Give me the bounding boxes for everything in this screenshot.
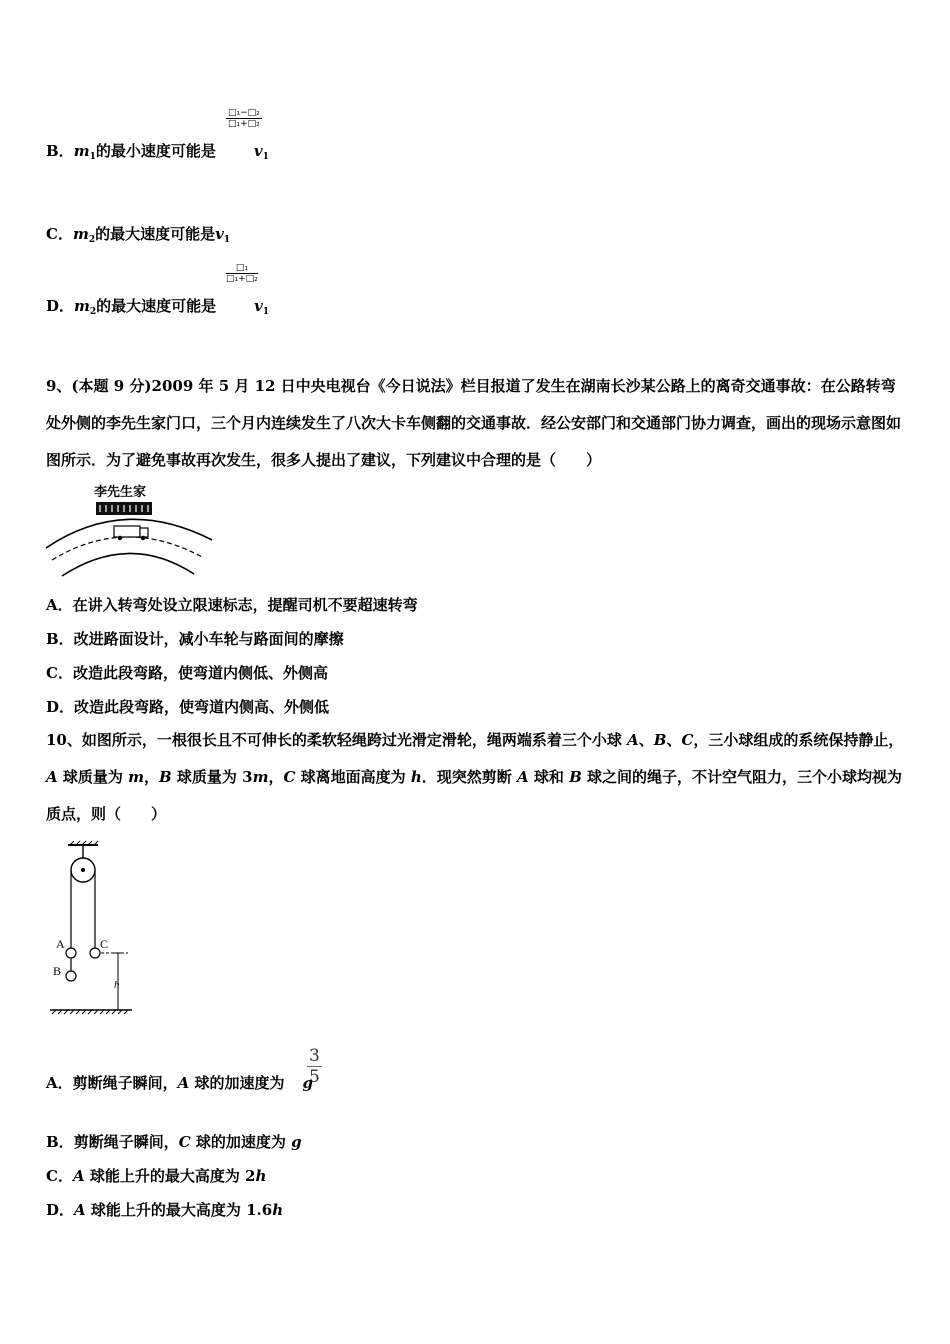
fraction-denominator: 5 bbox=[309, 1067, 320, 1087]
subscript: 1 bbox=[262, 307, 270, 317]
var-a: A bbox=[72, 1167, 85, 1185]
stem-text: 、 bbox=[666, 731, 682, 749]
q9-option-a: A．在讲入转弯处设立限速标志，提醒司机不要超速转弯 bbox=[46, 596, 418, 614]
var-m: m bbox=[72, 225, 89, 243]
var-m: m bbox=[252, 768, 269, 786]
q9-option-c: C．改造此段弯路，使弯道内侧低、外侧高 bbox=[46, 664, 328, 682]
var-h: h bbox=[255, 1167, 267, 1185]
ball-b bbox=[66, 971, 76, 981]
var-a: A bbox=[74, 1201, 86, 1219]
label-b: B bbox=[53, 964, 62, 978]
option-text: 球能上升的最大高度为 1.6 bbox=[85, 1201, 273, 1219]
q10-option-d bbox=[46, 1199, 283, 1220]
option-text: 球的加速度为 bbox=[190, 1133, 292, 1151]
option-text: 球的加速度为 bbox=[189, 1074, 285, 1092]
stem-text: 球质量为 3 bbox=[171, 768, 253, 786]
fraction-numerator: □₁−□₂ bbox=[228, 108, 260, 118]
ball-c bbox=[90, 948, 100, 958]
q9-option-d: D．改造此段弯路，使弯道内侧高、外侧低 bbox=[46, 698, 330, 716]
var-c: C bbox=[681, 731, 694, 749]
fraction-numerator: 3 bbox=[309, 1046, 320, 1066]
ball-a bbox=[66, 948, 76, 958]
var-g: g bbox=[291, 1133, 302, 1151]
q10-option-b bbox=[46, 1131, 302, 1152]
var-c: C bbox=[178, 1133, 191, 1151]
option-label: D． bbox=[46, 1201, 75, 1219]
stem-text: ， bbox=[268, 768, 284, 786]
option-text: 的最小速度可能是 bbox=[95, 142, 216, 160]
option-label: A． bbox=[46, 1074, 73, 1092]
option-label: D． bbox=[46, 297, 75, 315]
stem-text: ， bbox=[143, 768, 159, 786]
q8-option-d bbox=[46, 295, 269, 317]
var-h: h bbox=[410, 768, 422, 786]
stem-text: 球离地面高度为 bbox=[295, 768, 411, 786]
option-text: 剪断绳子瞬间， bbox=[72, 1074, 178, 1092]
subscript: 2 bbox=[88, 235, 96, 245]
var-a: A bbox=[517, 768, 529, 786]
option-text: 球能上升的最大高度为 2 bbox=[84, 1167, 256, 1185]
fraction-denominator: □₁+□₂ bbox=[226, 274, 258, 284]
label-c: C bbox=[100, 937, 109, 951]
stem-text: 球之间的绳子，不计空气阻力，三个小球均视为质点，则（ ） bbox=[46, 768, 903, 823]
truck-icon bbox=[114, 526, 148, 540]
option-label: B． bbox=[46, 1133, 74, 1151]
var-h: h bbox=[272, 1201, 284, 1219]
var-a: A bbox=[177, 1074, 190, 1092]
option-label: B． bbox=[46, 142, 74, 160]
var-m: m bbox=[74, 297, 90, 315]
option-text: 的最大速度可能是 bbox=[96, 297, 217, 315]
subscript: 2 bbox=[89, 307, 97, 317]
var-b: B bbox=[569, 768, 582, 786]
subscript: 1 bbox=[89, 152, 96, 162]
fraction-denominator: □₁+□₂ bbox=[228, 119, 260, 129]
q9-stem: 9、(本题 9 分)2009 年 5 月 12 日中央电视台《今日说法》栏目报道了发生在湖南长沙某公路上的离奇交通事故：在公路转弯处外侧的李先生家门口，三个月内连续发生了八次大卡车侧翻的交通事故．经公安部门和交通部门协力调查，画出的现场示意图如图所示．为了避免事故再次发生，很多人提出了建议，下列建议中合理的是（ ） bbox=[46, 377, 902, 469]
fraction-d bbox=[226, 263, 258, 284]
q10-stem bbox=[46, 722, 908, 833]
stem-text: ，三小球组成的系统保持静止， bbox=[693, 731, 904, 749]
subscript: 1 bbox=[223, 235, 231, 245]
var-a: A bbox=[46, 768, 58, 786]
q9-option-b: B．改进路面设计，减小车轮与路面间的摩擦 bbox=[46, 630, 344, 648]
stem-text: 、 bbox=[638, 731, 654, 749]
var-b: B bbox=[158, 768, 172, 786]
q8-option-b bbox=[46, 140, 269, 162]
var-v: v bbox=[254, 297, 263, 315]
stem-text: 球和 bbox=[528, 768, 570, 786]
q8-option-c bbox=[46, 223, 230, 245]
q9-road-figure bbox=[44, 480, 219, 580]
option-label: C． bbox=[46, 225, 73, 243]
var-c: C bbox=[283, 768, 296, 786]
road-inner-edge bbox=[62, 553, 194, 576]
option-text: 的最大速度可能是 bbox=[95, 225, 216, 243]
q10-option-a bbox=[46, 1072, 313, 1093]
var-a: A bbox=[627, 731, 639, 749]
option-label: C． bbox=[46, 1167, 73, 1185]
var-g: g bbox=[302, 1074, 314, 1092]
var-v: v bbox=[253, 142, 263, 160]
subscript: 1 bbox=[262, 152, 269, 162]
stem-text: ．现突然剪断 bbox=[421, 768, 517, 786]
label-a: A bbox=[56, 937, 65, 951]
label-h: h bbox=[114, 979, 120, 991]
fraction-b bbox=[226, 108, 262, 129]
stem-text: 球质量为 bbox=[57, 768, 129, 786]
var-v: v bbox=[215, 225, 224, 243]
var-m: m bbox=[73, 142, 90, 160]
var-b: B bbox=[653, 731, 667, 749]
fraction-numerator: □₁ bbox=[226, 263, 258, 274]
stem-text: 10、如图所示，一根很长且不可伸长的柔软轻绳跨过光滑定滑轮，绳两端系着三个小球 bbox=[46, 731, 628, 749]
option-text: 剪断绳子瞬间， bbox=[73, 1133, 179, 1151]
q10-option-c bbox=[46, 1165, 266, 1186]
q10-pulley-figure bbox=[46, 840, 141, 1020]
var-m: m bbox=[128, 768, 144, 786]
house-label: 李先生家 bbox=[94, 484, 147, 499]
road-center-dashed bbox=[52, 537, 204, 560]
